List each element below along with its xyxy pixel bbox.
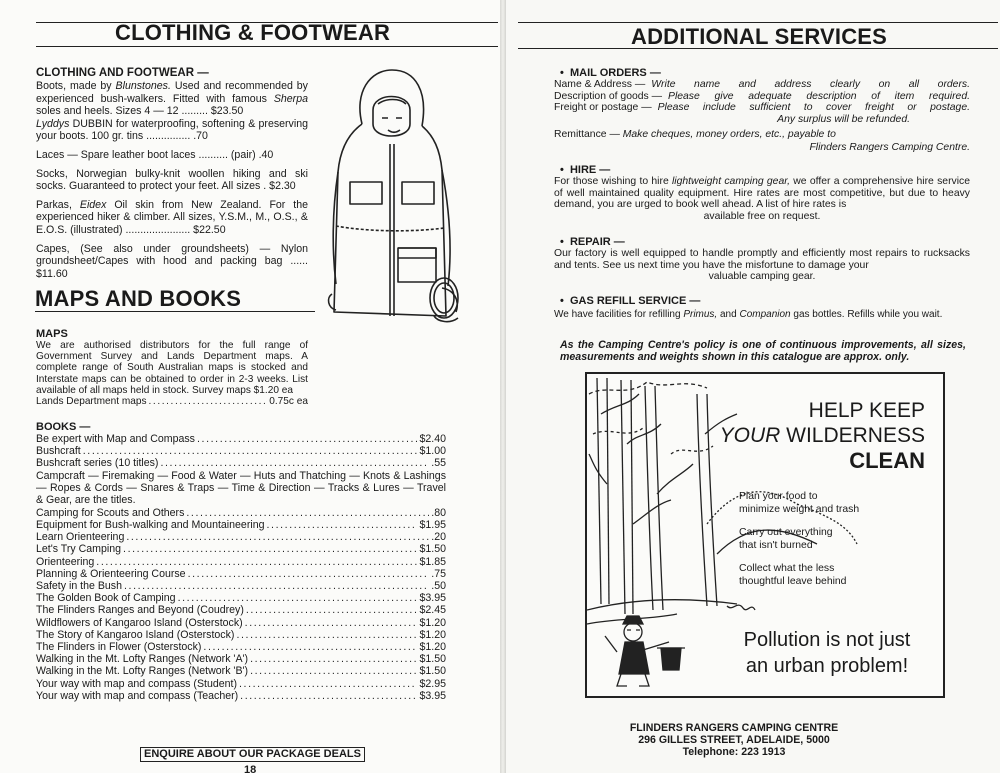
book-title: The Flinders in Flower (Osterstock) <box>36 641 202 654</box>
repair-text-end: valuable camping gear. <box>708 271 816 283</box>
leader-dots <box>250 653 417 665</box>
pollution-line-2: an urban problem! <box>745 655 909 677</box>
mail-order-instruction: Write name and address clearly on all orders. <box>651 79 970 90</box>
store-address: 296 GILLES STREET, ADELAIDE, 5000 <box>638 734 830 746</box>
gas-refill-text: We have facilities for refilling Primus, and Companion gas bottles. Refills while you wait. <box>554 309 943 320</box>
leader-dots <box>236 629 417 641</box>
bushcraft-series-titles: Campcraft — Firemaking — Food & Water — Huts and Thatching — Knots & Lashings — Ropes & Cords — Snares & Traps — Time & Direction — Tracks & Lures — Travel & Gear, are the titles. <box>36 469 446 507</box>
book-title: Your way with map and compass (Student) <box>36 677 237 690</box>
parkas-item: Parkas, Eidex Oil skin from New Zealand. For the experienced hiker & climber. All sizes, Y.S.M., M., O.S., & E.O.S. (illustrated) ...................... $22.50 <box>36 198 309 236</box>
book-price: $1.85 <box>419 555 446 568</box>
book-price: .20 <box>431 531 446 544</box>
book-price: $2.45 <box>419 604 446 617</box>
wilderness-poster <box>585 372 945 698</box>
hire-text: For those wishing to hire lightweight camping gear, we offer a comprehensive hire service of well maintained quality equipment. Hire rates are most competitive, but due to heavy demand, you are urged to book well ahead. A list of hire rates is <box>554 176 971 211</box>
leader-dots <box>197 433 418 445</box>
book-row <box>36 519 446 531</box>
maps-books-title: MAPS AND BOOKS <box>35 286 242 311</box>
refund-note: Any surplus will be refunded. <box>777 113 910 125</box>
repair-heading: • REPAIR — <box>560 236 625 248</box>
book-title: Orienteering <box>36 555 95 568</box>
mail-orders-section <box>554 67 970 154</box>
book-price: $2.40 <box>419 433 446 445</box>
book-row <box>36 433 446 445</box>
socks-item: Socks, Norwegian bulky-knit woollen hiking and ski socks. Guaranteed to protect your feet. All sizes . $2.30 <box>36 167 308 193</box>
book-price: .55 <box>431 457 446 470</box>
bullet-icon: • <box>560 164 570 176</box>
hire-section <box>554 164 970 222</box>
book-title: Walking in the Mt. Lofty Ranges (Network 'B') <box>36 665 249 678</box>
leader-dots <box>83 445 418 457</box>
book-title: The Golden Book of Camping <box>36 592 176 605</box>
book-row <box>36 653 446 665</box>
poster-tip-line: Plan your food to <box>739 491 818 502</box>
books-list-a <box>36 433 446 470</box>
book-row <box>36 678 446 690</box>
clothing-section <box>36 67 308 280</box>
store-phone: Telephone: 223 1913 <box>682 746 786 758</box>
book-price: $1.95 <box>419 519 446 532</box>
book-price: .75 <box>431 567 446 580</box>
clothing-heading: CLOTHING AND FOOTWEAR — <box>36 67 209 79</box>
book-row <box>36 543 446 555</box>
book-row <box>36 617 446 629</box>
book-row <box>36 592 446 604</box>
poster-tip <box>739 491 859 516</box>
policy-statement: As the Camping Centre's policy is one of continuous improvements, all sizes, measurements and weights shown in this catalogue are approx. only. <box>560 339 966 364</box>
book-price: $1.50 <box>419 543 446 556</box>
gas-refill-section <box>554 295 974 321</box>
leader-dots <box>267 519 418 531</box>
poster-tip-line: Collect what the less <box>739 563 835 574</box>
book-price: $1.20 <box>419 641 446 654</box>
store-footer <box>564 722 904 758</box>
mail-order-row <box>554 79 970 91</box>
book-row <box>36 457 446 469</box>
books-section <box>36 421 446 702</box>
repair-text: Our factory is well equipped to handle promptly and efficiently most repairs to rucksacks and tents. See us next time you have the misfortune to damage your <box>554 248 970 271</box>
book-price: $3.95 <box>419 689 446 702</box>
mail-order-row <box>554 102 970 114</box>
book-price: $3.95 <box>419 592 446 605</box>
maps-books-rule <box>35 311 315 312</box>
book-price: .80 <box>431 506 446 519</box>
leader-dots <box>240 690 417 702</box>
maps-heading: MAPS <box>36 328 68 340</box>
book-title: Safety in the Bush <box>36 580 122 593</box>
book-title: Planning & Orienteering Course <box>36 567 186 580</box>
poster-tip <box>739 563 846 588</box>
book-title: Your way with map and compass (Teacher) <box>36 689 239 702</box>
leader-dots <box>203 641 417 653</box>
book-title: Equipment for Bush-walking and Mountaineering <box>36 519 265 532</box>
mail-order-label: Freight or postage — <box>554 102 652 114</box>
book-row <box>36 690 446 702</box>
dubbin-item: Lyddys DUBBIN for waterproofing, softening & preserving your boots. 100 gr. tins ............... .70 <box>36 117 308 143</box>
leader-dots <box>245 617 418 629</box>
book-title: Wildflowers of Kangaroo Island (Osterstock) <box>36 616 243 629</box>
mail-order-instruction: Please include sufficient to cover freight or postage. <box>657 102 970 114</box>
title-rule-bottom <box>36 46 498 47</box>
poster-tip <box>739 527 833 552</box>
leader-dots <box>188 568 430 580</box>
maps-section <box>36 328 308 408</box>
book-title: The Flinders Ranges and Beyond (Coudrey) <box>36 604 244 617</box>
package-deals-banner: ENQUIRE ABOUT OUR PACKAGE DEALS <box>140 747 365 762</box>
poster-tip-line: minimize weight and trash <box>739 503 860 515</box>
leader-dots <box>123 543 417 555</box>
book-price: $1.50 <box>419 653 446 666</box>
remittance-row: Remittance — Make cheques, money orders, etc., payable to <box>554 129 836 141</box>
book-price: $1.50 <box>419 665 446 678</box>
mail-order-label: Name & Address — <box>554 79 646 90</box>
books-heading: BOOKS — <box>36 421 91 433</box>
boots-item: Boots, made by Blunstones. Used and recommended by experienced bush-walkers. Fitted with famous Sherpa soles and heels. Sizes 4 — 12 ......... $23.50 <box>36 80 308 118</box>
book-title: Camping for Scouts and Others <box>36 506 185 519</box>
store-name: FLINDERS RANGERS CAMPING CENTRE <box>629 722 839 734</box>
mail-orders-heading: • MAIL ORDERS — <box>560 67 661 79</box>
clothing-footwear-title: CLOTHING & FOOTWEAR <box>115 20 391 45</box>
book-title: Bushcraft <box>36 445 81 458</box>
leader-dots <box>160 457 429 469</box>
mail-order-row <box>554 91 970 103</box>
book-row <box>36 641 446 653</box>
page-number: 18 <box>244 764 257 773</box>
services-rule-top <box>518 22 998 23</box>
leader-dots <box>126 531 429 543</box>
poster-tip-line: that isn't burned <box>739 539 813 551</box>
book-row <box>36 507 446 519</box>
payee-name: Flinders Rangers Camping Centre. <box>809 141 970 153</box>
leader-dots <box>178 592 418 604</box>
book-row <box>36 665 446 677</box>
right-page <box>506 0 1000 773</box>
hire-heading: • HIRE — <box>560 164 611 176</box>
leader-dots <box>186 507 429 519</box>
maps-text: We are authorised distributors for the full range of Government Survey and Lands Department maps. A complete range of South Australian maps is stocked and Interstate maps can be obtained to order in 2-3 weeks. List available of all maps held in stock. Survey maps $1.20 ea <box>36 340 308 396</box>
book-price: .50 <box>431 580 446 593</box>
book-row <box>36 531 446 543</box>
mail-orders-rows <box>554 79 970 114</box>
poster-help-keep: HELP KEEP <box>808 399 925 422</box>
additional-services-title: ADDITIONAL SERVICES <box>631 24 888 49</box>
mail-order-instruction: Please give adequate description of item required. <box>668 90 970 102</box>
book-title: Let's Try Camping <box>36 543 122 556</box>
parka-illustration <box>318 62 468 327</box>
poster-tip-line: Carry out everything <box>739 527 833 538</box>
lands-maps-row: Lands Department maps ..... 0.75c ea <box>36 396 308 408</box>
bullet-icon: • <box>560 67 570 79</box>
books-list-b <box>36 507 446 702</box>
poster-clean: CLEAN <box>849 448 925 473</box>
hire-text-end: available free on request. <box>703 210 821 222</box>
book-price: $1.00 <box>419 445 446 458</box>
book-title: Bushcraft series (10 titles) <box>36 457 159 470</box>
leader-dots <box>246 604 418 616</box>
book-row <box>36 445 446 457</box>
book-title: Learn Orienteering <box>36 531 125 544</box>
leader-dots <box>124 580 429 592</box>
pollution-line-1: Pollution is not just <box>743 629 911 651</box>
poster-tip-line: thoughtful leave behind <box>739 575 847 587</box>
book-title: The Story of Kangaroo Island (Osterstock) <box>36 628 235 641</box>
leader-dots <box>250 665 417 677</box>
book-row <box>36 629 446 641</box>
repair-section <box>554 236 970 283</box>
leader-dots <box>96 556 417 568</box>
book-row <box>36 580 446 592</box>
poster-your-wilderness: YOUR WILDERNESS <box>719 424 925 447</box>
book-row <box>36 604 446 616</box>
bullet-icon: • <box>560 236 570 248</box>
book-title: Walking in the Mt. Lofty Ranges (Network 'A') <box>36 653 249 666</box>
book-title: Be expert with Map and Compass <box>36 433 195 445</box>
book-row <box>36 568 446 580</box>
book-price: $2.95 <box>419 677 446 690</box>
leader-dots <box>239 678 417 690</box>
book-price: $1.20 <box>419 628 446 641</box>
book-row <box>36 556 446 568</box>
services-rule-bottom <box>518 48 998 49</box>
bullet-icon: • <box>560 295 570 307</box>
gas-refill-heading: • GAS REFILL SERVICE — <box>560 295 701 307</box>
book-price: $1.20 <box>419 616 446 629</box>
laces-item: Laces — Spare leather boot laces .......... (pair) .40 <box>36 148 274 161</box>
capes-item: Capes, (See also under groundsheets) — Nylon groundsheet/Capes with hood and packing bag ...... $11.60 <box>36 242 308 280</box>
mail-order-label: Description of goods — <box>554 90 663 102</box>
